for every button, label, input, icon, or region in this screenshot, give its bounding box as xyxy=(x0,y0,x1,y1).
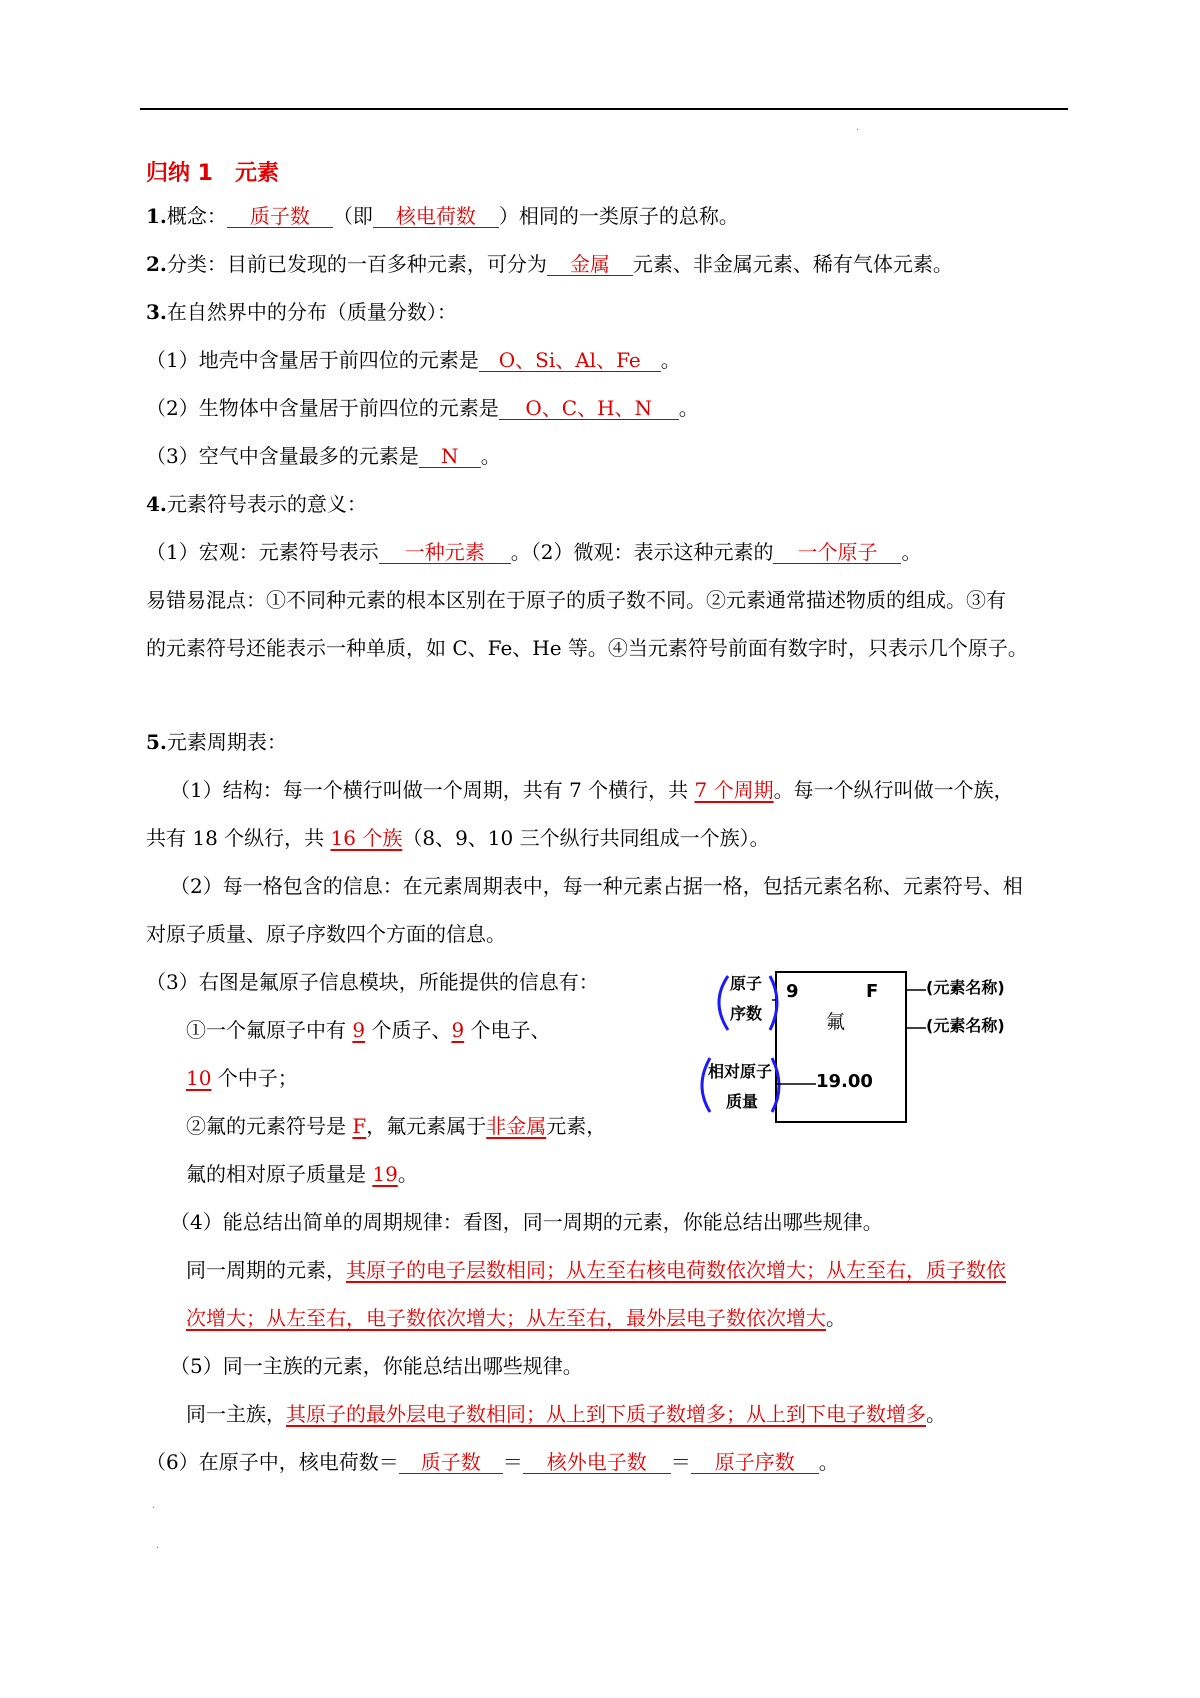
period-rule-answer-1: 同一周期的元素，其原子的电子层数相同；从左至右核电荷数依次增大；从左至右，质子数依 xyxy=(186,1258,1006,1282)
left-bracket-icon xyxy=(719,976,728,1030)
fluorine-mass: 氟的相对原子质量是 19。 xyxy=(186,1162,418,1186)
header-rule xyxy=(140,108,1068,110)
label-element-name-2: (元素名称) xyxy=(926,1016,1005,1035)
element-name: 氟 xyxy=(826,1011,846,1033)
note-line-1: 易错易混点：①不同种元素的根本区别在于原子的质子数不同。②元素通常描述物质的组成。③有 xyxy=(146,588,1006,612)
note-line-2: 的元素符号还能表示一种单质，如 C、Fe、He 等。④当元素符号前面有数字时，只表示几个原子。 xyxy=(146,636,1028,660)
fluorine-particles: ①一个氟原子中有 9 个质子、9 个电子、 xyxy=(186,1018,551,1042)
answer-blank: O、Si、Al、Fe xyxy=(479,349,661,372)
label-atomic-number-2: 序数 xyxy=(730,1004,763,1023)
stray-mark: . xyxy=(152,1500,156,1511)
answer-blank: 核外电子数 xyxy=(523,1451,671,1474)
distribution-crust: （1）地壳中含量居于前四位的元素是 O、Si、Al、Fe 。 xyxy=(146,348,681,372)
fluorine-neutrons: 10 个中子； xyxy=(186,1066,298,1090)
atomic-mass: 19.00 xyxy=(816,1071,873,1092)
structure-line-2: 共有 18 个纵行，共 16 个族（8、9、10 三个纵行共同组成一个族）。 xyxy=(146,826,770,850)
symbol-meaning-detail: （1）宏观：元素符号表示 一种元素 。（2）微观：表示这种元素的 一个原子 。 xyxy=(146,540,922,564)
answer-blank: 金属 xyxy=(547,253,633,276)
item-symbol-meaning: 4.元素符号表示的意义： xyxy=(146,492,367,516)
answer-blank: 原子序数 xyxy=(691,1451,819,1474)
answer-blank: 质子数 xyxy=(399,1451,503,1474)
label-atomic-mass-1: 相对原子 xyxy=(708,1062,773,1081)
label-element-name-1: (元素名称) xyxy=(926,978,1005,997)
answer-blank: 核电荷数 xyxy=(373,205,499,228)
period-rule-answer-2: 次增大；从左至右，电子数依次增大；从左至右，最外层电子数依次增大。 xyxy=(186,1306,846,1330)
element-symbol: F xyxy=(866,981,879,1002)
stray-mark: . xyxy=(156,1540,160,1551)
item-periodic-table: 5.元素周期表： xyxy=(146,730,287,754)
answer-blank: O、C、H、N xyxy=(499,397,679,420)
distribution-air: （3）空气中含量最多的元素是 N 。 xyxy=(146,444,501,468)
atomic-number: 9 xyxy=(786,981,799,1002)
answer-blank: 一个原子 xyxy=(773,541,901,564)
answer-blank: 一种元素 xyxy=(379,541,511,564)
answer-blank: N xyxy=(419,445,481,468)
fluorine-intro: （3）右图是氟原子信息模块，所能提供的信息有： xyxy=(146,970,599,994)
cell-info-line-2: 对原子质量、原子序数四个方面的信息。 xyxy=(146,922,506,946)
atom-equality: （6）在原子中，核电荷数＝ 质子数 ＝ 核外电子数 ＝ 原子序数 。 xyxy=(146,1450,839,1474)
label-atomic-number-1: 原子 xyxy=(730,974,763,993)
section-title: 归纳 1 元素 xyxy=(146,161,279,186)
item-distribution: 3.在自然界中的分布（质量分数）： xyxy=(146,300,457,324)
structure-line-1: （1）结构：每一个横行叫做一个周期，共有 7 个横行，共 7 个周期。每一个纵行叫做一个族， xyxy=(170,778,1014,802)
answer-blank: 质子数 xyxy=(227,205,333,228)
label-atomic-mass-2: 质量 xyxy=(726,1092,759,1111)
fluorine-info-diagram xyxy=(680,962,1020,1132)
group-rule-question: （5）同一主族的元素，你能总结出哪些规律。 xyxy=(170,1354,583,1378)
item-concept: 1.概念： 质子数 （即 核电荷数 ）相同的一类原子的总称。 xyxy=(146,204,739,228)
cell-info-line-1: （2）每一格包含的信息：在元素周期表中，每一种元素占据一格，包括元素名称、元素符号、相 xyxy=(170,874,1023,898)
period-rule-question: （4）能总结出简单的周期规律：看图，同一周期的元素，你能总结出哪些规律。 xyxy=(170,1210,883,1234)
distribution-organism: （2）生物体中含量居于前四位的元素是 O、C、H、N 。 xyxy=(146,396,699,420)
fluorine-symbol: ②氟的元素符号是 F，氟元素属于非金属元素， xyxy=(186,1114,607,1138)
item-classification: 2.分类：目前已发现的一百多种元素，可分为 金属 元素、非金属元素、稀有气体元素。 xyxy=(146,252,953,276)
stray-mark: . xyxy=(856,122,860,133)
group-rule-answer: 同一主族，其原子的最外层电子数相同；从上到下质子数增多；从上到下电子数增多。 xyxy=(186,1402,946,1426)
